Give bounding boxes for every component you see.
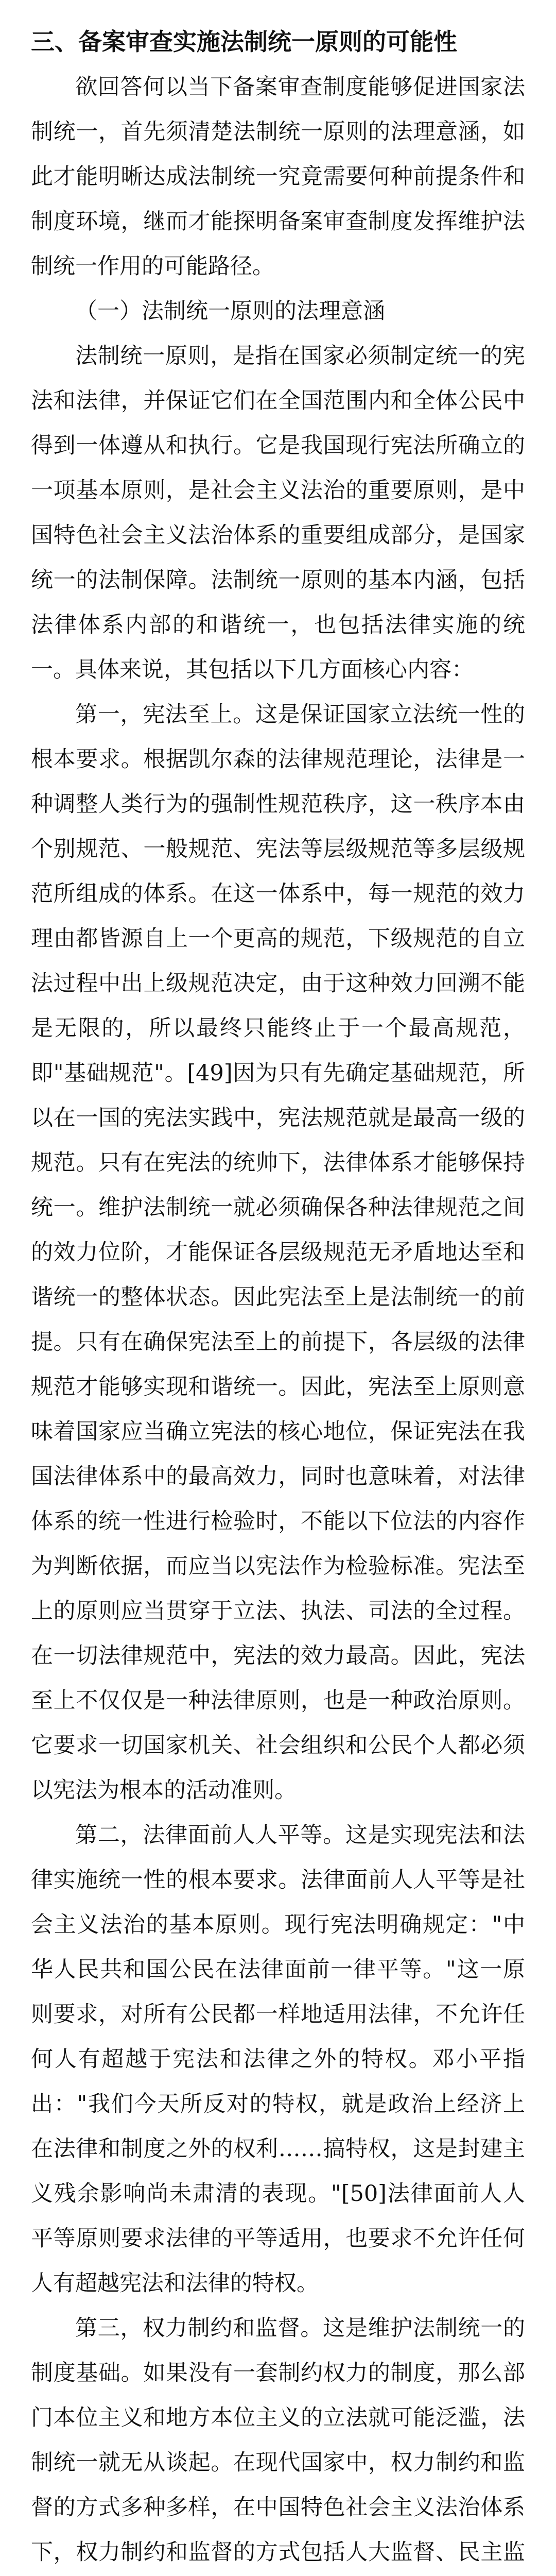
paragraph: 第三，权力制约和监督。这是维护法制统一的制度基础。如果没有一套制约权力的制度，那么部门本位主义和地方本位主义的立法就可能泛滥，法制统一就无从谈起。在现代国家中，权力制约和监督的方式多种多样，在中国特色社会主义法治体系下，权力制约和监督的方式包括人大监督、民主监 [31, 2315, 525, 2565]
paragraph: 第二，法律面前人人平等。这是实现宪法和法律实施统一性的根本要求。法律面前人人平等是社会主义法治的基本原则。现行宪法明确规定："中华人民共和国公民在法律面前一律平等。"这一原则要求，对所有公民都一样地适用法律，不允许任何人有超越于宪法和法律之外的特权。邓小平指出："我们今天所反对的特权，就是政治上经济上在法律和制度之外的权利……搞特权，这是封建主义残余影响尚未肃清的表现。"[50]法律面前人人平等原则要求法律的平等适用，也要求不允许任何人有超越宪法和法律的特权。 [31, 1822, 525, 2296]
intro-paragraph: 欲回答何以当下备案审查制度能够促进国家法制统一，首先须清楚法制统一原则的法理意涵，如此才能明晰达成法制统一究竟需要何种前提条件和制度环境，继而才能探明备案审查制度发挥维护法制统一作用的可能路径。 [31, 74, 525, 279]
paragraph: 法制统一原则，是指在国家必须制定统一的宪法和法律，并保证它们在全国范围内和全体公民中得到一体遵从和执行。它是我国现行宪法所确立的一项基本原则，是社会主义法治的重要原则，是中国特色社会主义法治体系的重要组成部分，是国家统一的法制保障。法制统一原则的基本内涵，包括法律体系内部的和谐统一，也包括法律实施的统一。具体来说，其包括以下几方面核心内容： [31, 343, 525, 683]
subsection-title-1: （一）法制统一原则的法理意涵 [75, 298, 385, 324]
section-title: 三、备案审查实施法制统一原则的可能性 [31, 28, 457, 56]
paragraph: 第一，宪法至上。这是保证国家立法统一性的根本要求。根据凯尔森的法律规范理论，法律是一种调整人类行为的强制性规范秩序，这一秩序本由个别规范、一般规范、宪法等层级规范等多层级规范所组成的体系。在这一体系中，每一规范的效力理由都皆源自上一个更高的规范，下级规范的自立法过程中出上级规范决定，由于这种效力回溯不能是无限的，所以最终只能终止于一个最高规范，即"基础规范"。[49]因为只有先确定基础规范，所以在一国的宪法实践中，宪法规范就是最高一级的规范。只有在宪法的统帅下，法律体系才能够保持统一。维护法制统一就必须确保各种法律规范之间的效力位阶，才能保证各层级规范无矛盾地达至和谐统一的整体状态。因此宪法至上是法制统一的前提。只有在确保宪法至上的前提下，各层级的法律规范才能够实现和谐统一。因此，宪法至上原则意味着国家应当确立宪法的核心地位，保证宪法在我国法律体系中的最高效力，同时也意味着，对法律体系的统一性进行检验时，不能以下位法的内容作为判断依据，而应当以宪法作为检验标准。宪法至上的原则应当贯穿于立法、执法、司法的全过程。在一切法律规范中，宪法的效力最高。因此，宪法至上不仅仅是一种法律原则，也是一种政治原则。它要求一切国家机关、社会组织和公民个人都必须以宪法为根本的活动准则。 [31, 702, 525, 1803]
